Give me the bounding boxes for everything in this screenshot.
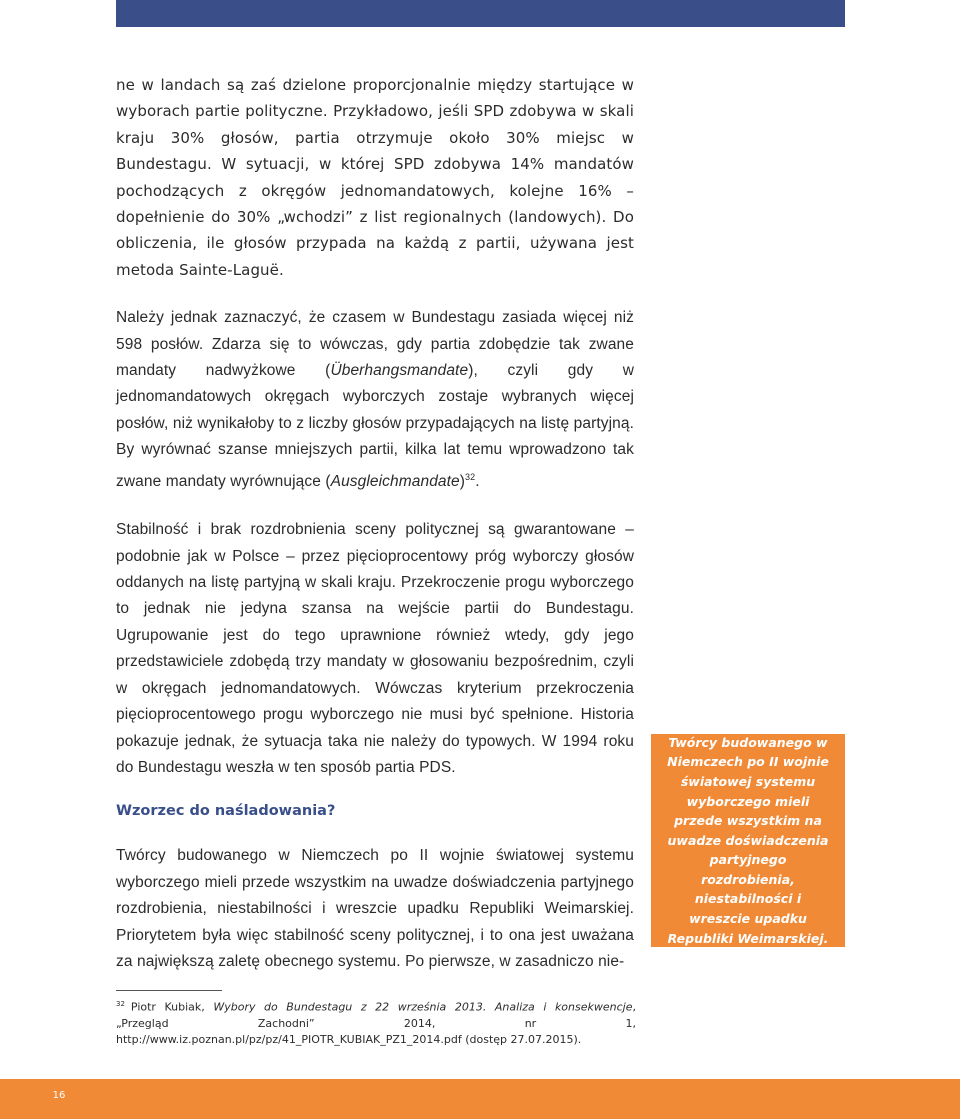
paragraph-2 — [116, 305, 634, 495]
bottom-footer-bar — [0, 1079, 960, 1119]
footnote-divider — [116, 990, 222, 991]
paragraph-3: Stabilność i brak rozdrobnienia sceny politycznej są gwarantowane – podobnie jak w Polsce – przez pięcioprocentowy próg wyborczy głosów oddanych na listę partyjną w skali kraju. Przekroczenie progu wyborczego to jednak nie jedyna szansa na wejście partii do Bundestagu. Ugrupowanie jest do tego uprawnione również wtedy, gdy jego przedstawiciele zdobędą trzy mandaty w głosowaniu bezpośrednim, czyli w okręgach jednomandatowych. Wówczas kryterium przekroczenia pięcioprocentowego progu wyborczego nie musi być spełnione. Historia pokazuje jednak, że sytuacja taka nie należy do typowych. W 1994 roku do Bundestagu weszła w ten sposób partia PDS. — [116, 521, 634, 776]
paragraph-1: ne w landach są zaś dzielone proporcjonalnie między startujące w wyborach partie polityczne. Przykładowo, jeśli SPD zdobywa w skali kraju 30% głosów, partia otrzymuje około 30% miejsc w Bundestagu. W sytuacji, w której SPD zdobywa 14% mandatów pochodzących z okręgów jednomandatowych, kolejne 16% – dopełnienie do 30% „wchodzi” z list regionalnych (landowych). Do obliczenia, ile głosów przypada na każdą z partii, używana jest metoda Sainte-Laguë. — [116, 76, 634, 279]
paragraph-2-text-d: . — [475, 472, 480, 490]
footnote-details: , „Przegląd Zachodni” 2014, nr 1, http://www.iz.poznan.pl/pz/pz/41_PIOTR_KUBIAK_PZ1_2014.pdf (dostęp 27.07.2015). — [116, 1000, 636, 1047]
pull-quote-text: Twórcy budowanego w Niemczech po II wojnie światowej systemu wyborczego mieli przede wszystkim na uwadze doświadczenia partyjnego rozdrobienia, niestabilności i wreszcie upadku Republiki Weimarskiej. — [667, 734, 829, 946]
paragraph-2-italic-term-2: Ausgleichmandate — [330, 472, 460, 490]
section-heading: Wzorzec do naśladowania? — [116, 803, 336, 820]
footnote-number: 32 — [116, 1000, 125, 1008]
footnote-author: Piotr Kubiak, — [130, 1000, 214, 1014]
paragraph-2-italic-term-1: Überhangsmandate — [330, 362, 469, 380]
paragraph-2-text-c: ) — [459, 472, 466, 490]
pull-quote-box — [651, 734, 845, 947]
page-number: 16 — [52, 1090, 66, 1101]
footnote — [116, 996, 636, 1048]
paragraph-2-text-b: ), czyli gdy w jednomandatowych okręgach wyborczych zostaje wybranych więcej posłów, niż wynikałoby to z liczby głosów przypadających na listę partyjną. By wyrównać szanse mniejszych partii, kilka lat temu wprowadzono tak zwane mandaty wyrównujące ( — [116, 362, 634, 490]
footnote-title: Wybory do Bundestagu z 22 września 2013. Analiza i konsekwencje — [213, 1000, 633, 1014]
main-text-column — [116, 72, 634, 997]
footnote-reference[interactable]: 32 — [465, 471, 476, 482]
top-header-bar — [116, 0, 845, 27]
paragraph-2-text-a: Należy jednak zaznaczyć, że czasem w Bundestagu zasiada więcej niż 598 posłów. Zdarza się to wówczas, gdy partia zdobędzie tak zwane mandaty nadwyżkowe ( — [116, 309, 634, 380]
paragraph-4: Twórcy budowanego w Niemczech po II wojnie światowej systemu wyborczego mieli przede wszystkim na uwadze doświadczenia partyjnego rozdrobienia, niestabilności i wreszcie upadku Republiki Weimarskiej. Priorytetem była więc stabilność sceny politycznej, i to ona jest uważana za największą zaletę obecnego systemu. Po pierwsze, w zasadniczo nie- — [116, 847, 634, 970]
